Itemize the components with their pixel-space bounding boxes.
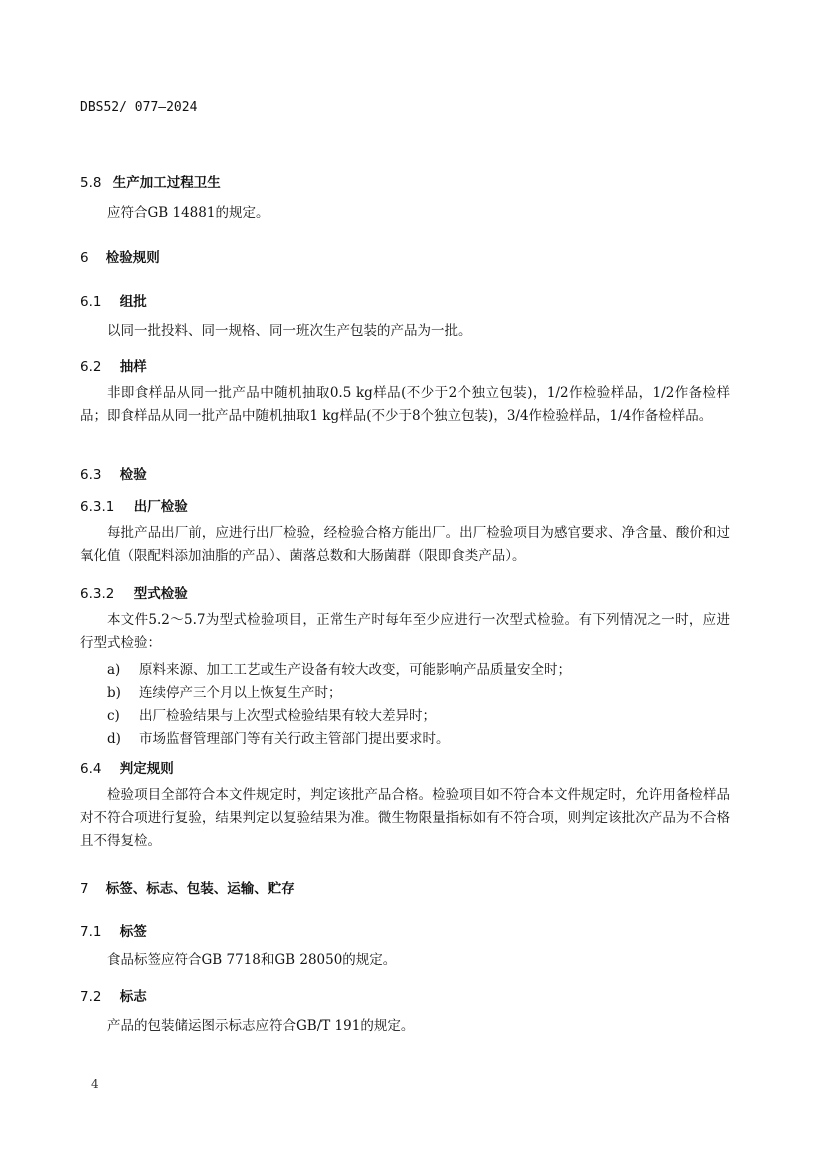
list-item [107,681,342,701]
list-text: 市场监督管理部门等有关行政主管部门提出要求时。 [139,731,450,747]
heading-title: 标签、标志、包装、运输、贮存 [105,881,295,897]
list-item [107,704,436,724]
heading-title: 组批 [119,294,147,310]
heading-7-2 [80,985,147,1005]
heading-7 [80,877,295,897]
heading-6-3-1 [80,495,188,515]
heading-title: 生产加工过程卫生 [112,175,221,191]
heading-title: 检验规则 [105,250,160,266]
heading-number: 6.2 [80,359,102,375]
heading-number: 7.1 [80,924,102,940]
paragraph-6-4: 检验项目全部符合本文件规定时，判定该批产品合格。检验项目如不符合本文件规定时，允许用备检样品对不符合项进行复验，结果判定以复验结果为准。微生物限量指标如有不符合项，则判定该批次产品为不合格且不得复检。 [80,787,730,849]
heading-number: 6.3 [80,467,102,483]
list-marker: a) [107,662,121,678]
heading-number: 7 [80,881,89,897]
list-marker: c) [107,708,120,724]
paragraph-5-8: 应符合GB 14881的规定。 [107,205,270,221]
list-text: 出厂检验结果与上次型式检验结果有较大差异时； [139,708,436,724]
paragraph-6-3-2: 本文件5.2～5.7为型式检验项目，正常生产时每年至少应进行一次型式检验。有下列情况之一时，应进行型式检验： [80,612,730,651]
paragraph-6-3-1: 每批产品出厂前，应进行出厂检验，经检验合格方能出厂。出厂检验项目为感官要求、净含量、酸价和过氧化值（限配料添加油脂的产品）、菌落总数和大肠菌群（限即食类产品）。 [80,525,730,564]
page-number: 4 [91,1077,99,1091]
list-marker: d) [107,731,121,747]
heading-number: 7.2 [80,989,102,1005]
heading-6-3 [80,463,147,483]
heading-number: 6 [80,250,89,266]
paragraph-7-1: 食品标签应符合GB 7718和GB 28050的规定。 [107,952,397,968]
heading-title: 判定规则 [119,761,174,777]
heading-title: 抽样 [119,359,147,375]
heading-6-4 [80,757,174,777]
list-text: 连续停产三个月以上恢复生产时； [139,685,342,701]
heading-title: 检验 [119,467,147,483]
list-marker: b) [107,685,121,701]
heading-6-3-2 [80,582,188,602]
heading-number: 5.8 [80,175,102,191]
heading-title: 标签 [119,924,147,940]
heading-6-1 [80,290,147,310]
paragraph-6-2: 非即食样品从同一批产品中随机抽取0.5 kg样品(不少于2个独立包装)，1/2作检验样品，1/2作备检样品；即食样品从同一批产品中随机抽取1 kg样品(不少于8个独立包装)，3/4作检验样品，1/4作备检样品。 [80,385,730,424]
heading-title: 标志 [119,989,147,1005]
list-text: 原料来源、加工工艺或生产设备有较大改变，可能影响产品质量安全时； [139,662,571,678]
list-item [107,727,450,747]
heading-5-8 [80,171,221,191]
paragraph-6-1: 以同一批投料、同一规格、同一班次生产包装的产品为一批。 [107,323,472,339]
heading-6-2 [80,355,147,375]
heading-number: 6.3.1 [80,499,115,515]
document-code: DBS52/ 077—2024 [80,100,198,115]
heading-7-1 [80,920,147,940]
heading-6 [80,246,160,266]
heading-number: 6.1 [80,294,102,310]
paragraph-7-2: 产品的包装储运图示标志应符合GB/T 191的规定。 [107,1018,415,1034]
list-item [107,658,571,678]
heading-number: 6.4 [80,761,102,777]
heading-title: 型式检验 [133,586,188,602]
heading-number: 6.3.2 [80,586,115,602]
heading-title: 出厂检验 [133,499,188,515]
